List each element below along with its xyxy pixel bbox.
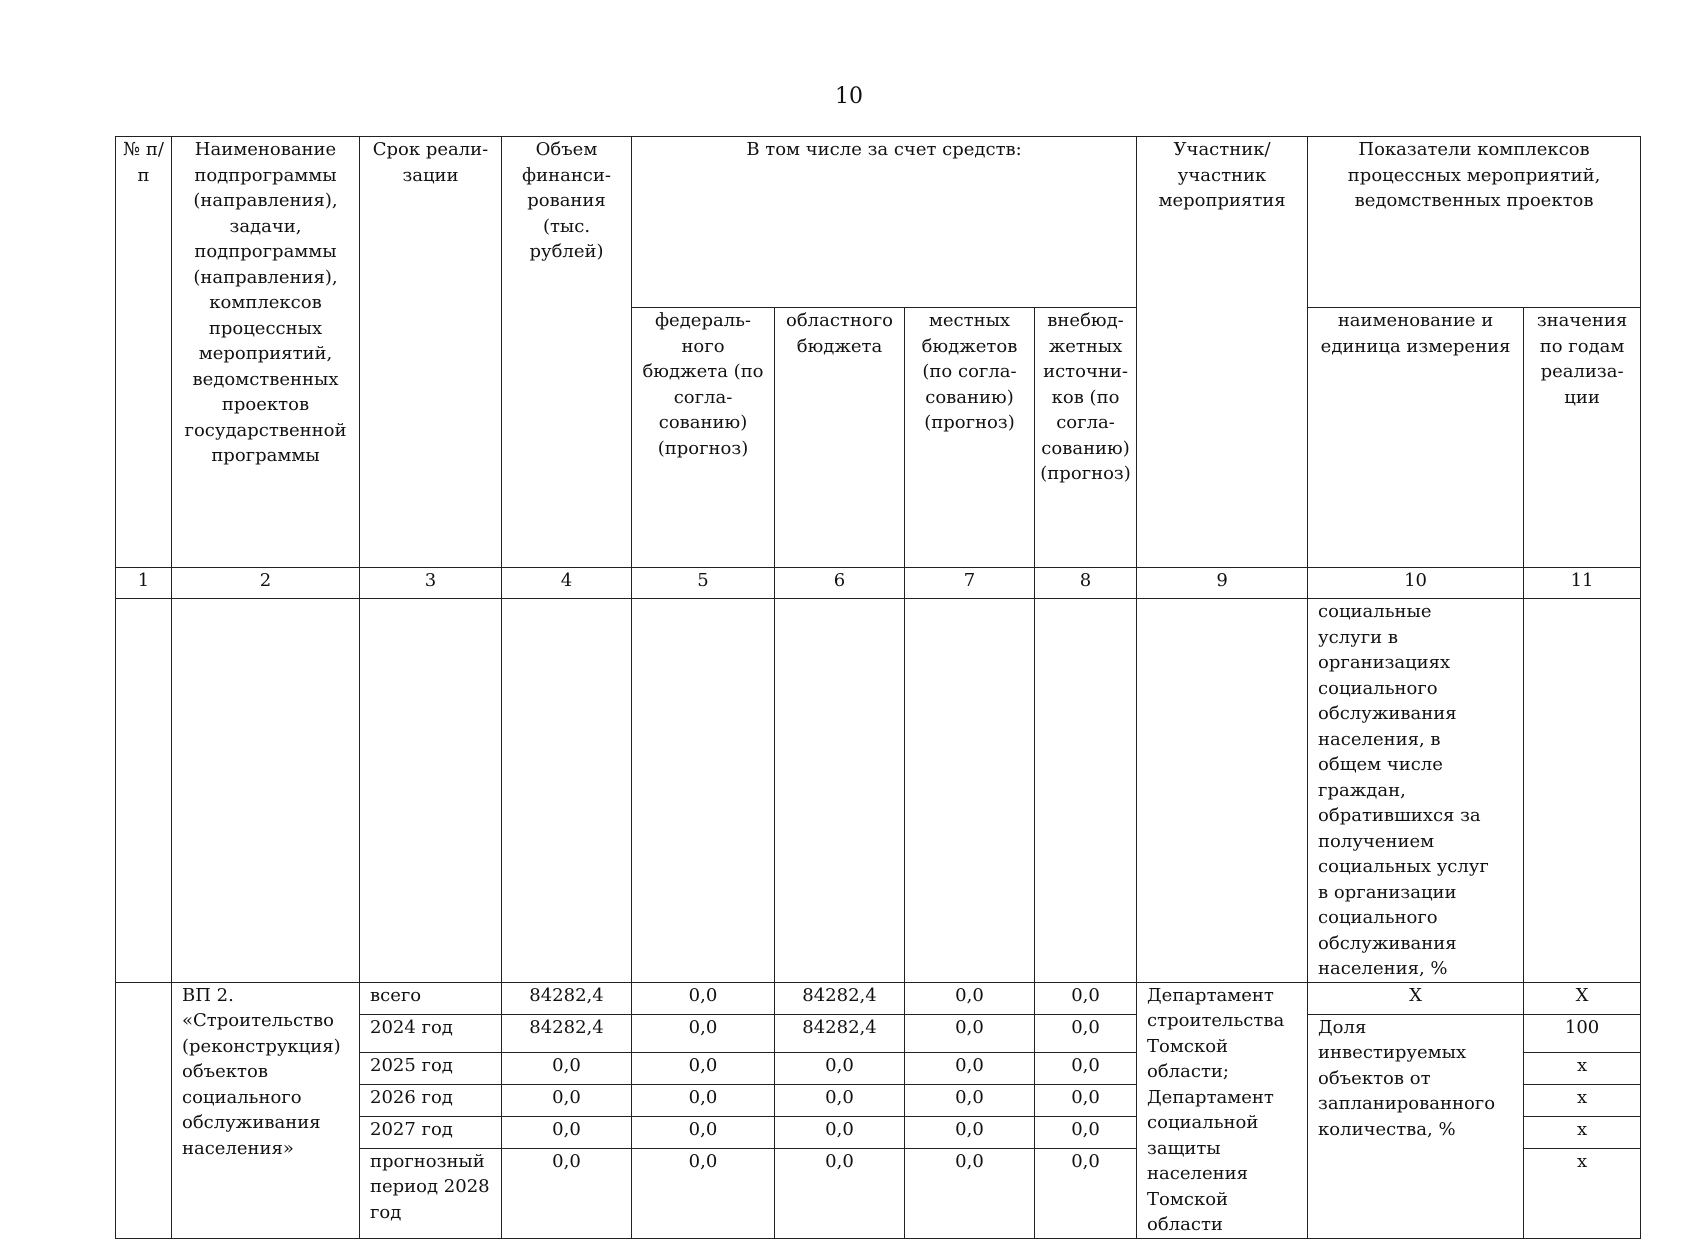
vp2-indicator-value: х xyxy=(1524,1084,1641,1116)
vp2-local: 0,0 xyxy=(905,982,1035,1014)
program-table xyxy=(115,136,1641,1239)
vp2-regional: 0,0 xyxy=(775,1084,905,1116)
vp2-local: 0,0 xyxy=(905,1148,1035,1238)
vp2-federal: 0,0 xyxy=(632,1014,775,1052)
vp2-local: 0,0 xyxy=(905,1116,1035,1148)
column-number: 3 xyxy=(360,568,502,599)
vp2-participant: Департамент строительства Томской области; Департамент социальной защиты населения Томской области xyxy=(1137,982,1308,1238)
empty-cell xyxy=(1035,599,1137,983)
column-number: 2 xyxy=(172,568,360,599)
column-number: 7 xyxy=(905,568,1035,599)
vp2-regional: 0,0 xyxy=(775,1148,905,1238)
vp2-regional: 0,0 xyxy=(775,1052,905,1084)
vp2-period: 2026 год xyxy=(360,1084,502,1116)
vp2-total: 84282,4 xyxy=(502,1014,632,1052)
vp2-total: 0,0 xyxy=(502,1148,632,1238)
vp2-extra: 0,0 xyxy=(1035,1116,1137,1148)
page-number: 10 xyxy=(835,84,863,109)
vp2-indicator-value: х xyxy=(1524,1052,1641,1084)
vp2-indicator-name: Доля инвестируемых объектов от запланированного количества, % xyxy=(1308,1014,1524,1238)
vp2-period: всего xyxy=(360,982,502,1014)
header-col-federal: федераль-ного бюджета (по согла-сованию) (прогноз) xyxy=(632,308,775,568)
header-col-number: № п/п xyxy=(116,137,172,568)
column-number: 8 xyxy=(1035,568,1137,599)
vp2-period: прогнозный период 2028 год xyxy=(360,1148,502,1238)
vp2-indicator-value: х xyxy=(1524,1116,1641,1148)
vp2-period: 2027 год xyxy=(360,1116,502,1148)
header-col-indicator-name: наименование и единица измерения xyxy=(1308,308,1524,568)
vp2-extra: 0,0 xyxy=(1035,1052,1137,1084)
header-group-sources: В том числе за счет средств: xyxy=(632,137,1137,308)
empty-cell xyxy=(632,599,775,983)
header-col-local: местных бюджетов (по согла-сованию) (прогноз) xyxy=(905,308,1035,568)
empty-cell xyxy=(502,599,632,983)
vp2-extra: 0,0 xyxy=(1035,1014,1137,1052)
column-number: 9 xyxy=(1137,568,1308,599)
vp2-period: 2025 год xyxy=(360,1052,502,1084)
vp2-extra: 0,0 xyxy=(1035,1148,1137,1238)
vp2-indicator-total-value: Х xyxy=(1524,982,1641,1014)
header-col-participant: Участник/ участник мероприятия xyxy=(1137,137,1308,568)
vp2-total: 0,0 xyxy=(502,1084,632,1116)
header-col-indicator-values: значения по годам реализа-ции xyxy=(1524,308,1641,568)
column-number: 11 xyxy=(1524,568,1641,599)
vp2-total: 0,0 xyxy=(502,1116,632,1148)
empty-cell xyxy=(116,599,172,983)
vp2-row-total xyxy=(116,982,1641,1014)
empty-cell xyxy=(905,599,1035,983)
vp2-extra: 0,0 xyxy=(1035,982,1137,1014)
column-number: 5 xyxy=(632,568,775,599)
header-col-extra: внебюд-жетных источни-ков (по согла-сованию) (прогноз) xyxy=(1035,308,1137,568)
vp2-indicator-total-name: Х xyxy=(1308,982,1524,1014)
vp2-indicator-value: 100 xyxy=(1524,1014,1641,1052)
empty-cell xyxy=(1137,599,1308,983)
empty-cell xyxy=(1524,599,1641,983)
vp2-local: 0,0 xyxy=(905,1052,1035,1084)
vp2-total: 0,0 xyxy=(502,1052,632,1084)
header-col-period: Срок реали-зации xyxy=(360,137,502,568)
continued-row xyxy=(116,599,1641,983)
vp2-period: 2024 год xyxy=(360,1014,502,1052)
vp2-total: 84282,4 xyxy=(502,982,632,1014)
header-group-indicators xyxy=(1308,137,1641,308)
vp2-federal: 0,0 xyxy=(632,1052,775,1084)
vp2-federal: 0,0 xyxy=(632,1116,775,1148)
vp2-local: 0,0 xyxy=(905,1084,1035,1116)
column-number: 6 xyxy=(775,568,905,599)
header-col-name: Наименование подпрограммы (направления), задачи, подпрограммы (направления), комплексов процессных мероприятий, ведомственных проектов государственной программы xyxy=(172,137,360,568)
vp2-name: ВП 2. «Строительство (реконструкция) объектов социального обслуживания населения» xyxy=(172,982,360,1238)
header-group-indicators-text: Показатели комплексов процессных мероприятий, ведомственных проектов xyxy=(1347,139,1601,211)
vp2-extra: 0,0 xyxy=(1035,1084,1137,1116)
vp2-federal: 0,0 xyxy=(632,1148,775,1238)
header-col-total-funding: Объем финанси-рования (тыс. рублей) xyxy=(502,137,632,568)
empty-cell xyxy=(172,599,360,983)
vp2-local: 0,0 xyxy=(905,1014,1035,1052)
vp2-regional: 84282,4 xyxy=(775,982,905,1014)
vp2-regional: 84282,4 xyxy=(775,1014,905,1052)
header-col-regional: областного бюджета xyxy=(775,308,905,568)
column-number: 10 xyxy=(1308,568,1524,599)
vp2-federal: 0,0 xyxy=(632,982,775,1014)
vp2-indicator-value: х xyxy=(1524,1148,1641,1238)
vp2-federal: 0,0 xyxy=(632,1084,775,1116)
continued-indicator-text: социальные услуги в организациях социального обслуживания населения, в общем числе граждан, обратившихся за получением социальных услуг в организации социального обслуживания населения, % xyxy=(1308,599,1524,983)
column-number: 4 xyxy=(502,568,632,599)
empty-cell xyxy=(360,599,502,983)
empty-cell xyxy=(775,599,905,983)
header-row-1 xyxy=(116,137,1641,308)
column-numbers-row xyxy=(116,568,1641,599)
vp2-regional: 0,0 xyxy=(775,1116,905,1148)
column-number: 1 xyxy=(116,568,172,599)
